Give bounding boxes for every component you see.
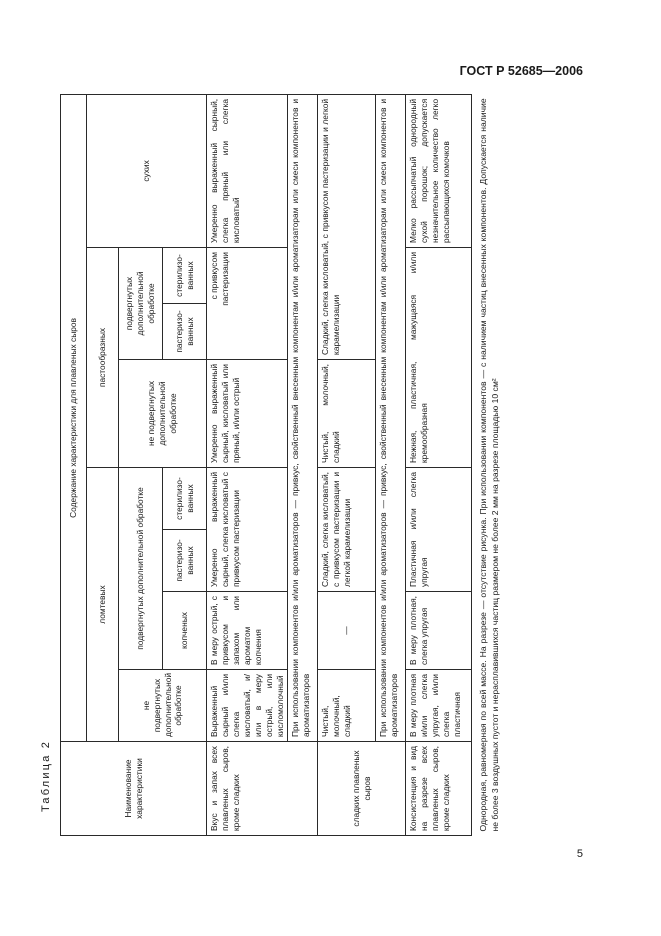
header-lomtevye: ломтевых (87, 468, 119, 742)
taste-c4: Умеренно выраженный сырный, кисловатый или пряный, и/или острый (207, 360, 288, 468)
sweet-span: При использовании компонентов и/или ароматизаторов — привкус, свойственный внесенным компонентам и/или ароматизаторам или смеси компонентов и ароматизаторов (376, 94, 406, 741)
row-sweet (318, 94, 376, 835)
row-note (472, 94, 502, 835)
row-taste (207, 94, 288, 835)
header-sterilized: стерилизо-ванных (163, 468, 207, 530)
sweet-name: сладких плавленых сыров (318, 742, 406, 836)
header-row-2 (87, 94, 119, 835)
texture-c4: Нежная, пластичная, мажущаяся и/или кремообразная (406, 248, 472, 468)
header-content: Содержание характеристики для плавленых сыров (61, 94, 87, 741)
taste-name: Вкус и запах всех плавленых сыров, кроме сладких (207, 742, 318, 836)
header-processed-2: подвергнутых дополнительной обработке (119, 248, 163, 360)
texture-c2: В меру плотная, слегка упругая (406, 592, 472, 670)
header-sterilized-2: стерилизо-ванных (163, 248, 207, 304)
header-pasteurized-2: пастеризо-ванных (163, 304, 207, 360)
texture-note: Однородная, равномерная по всей массе. На разрезе — отсутствие рисунка. При использовании компонентов — с наличием частиц внесенных компонентов. Допускается наличие не более 3 воздушных пустот и нерасплавившихся частиц размером не более 2 мм на разрезе площадью 10 см² (478, 98, 501, 832)
texture-c6: Мелко рассыпчатый однородный сухой порошок; допускается незначительное количество легко рассыпающихся комочков (406, 94, 472, 247)
sweet-c4: Чистый, молочный, сладкий (318, 360, 376, 468)
document-code: ГОСТ Р 52685—2006 (459, 64, 583, 78)
page-number: 5 (576, 848, 583, 860)
taste-c6: Умеренно выраженный сырный, слегка пряный или слегка кисловатый (207, 94, 288, 247)
texture-c1: В меру плотная и/или слегка упругая, и/или слегка пластичная (406, 670, 472, 742)
header-row-1 (61, 94, 87, 835)
taste-c5: с привкусом пастеризации (207, 248, 288, 360)
header-smoked: копченых (163, 592, 207, 670)
header-name: Наименование характеристики (61, 742, 207, 836)
rotated-table-area (60, 95, 661, 832)
rotated-table-frame (60, 95, 581, 836)
row-taste-span (288, 94, 318, 835)
header-not-processed: не подвергнутых дополнительной обработке (119, 670, 207, 742)
sweet-c1: Чистый, молочный, сладкий (318, 670, 376, 742)
header-pasteurized: пастеризо-ванных (163, 530, 207, 592)
taste-c2: В меру острый, с привкусом и запахом или ароматом копчения (207, 592, 288, 670)
sweet-c2: — (318, 592, 376, 670)
row-texture (406, 94, 472, 835)
header-sukhie: сухих (87, 94, 207, 247)
taste-span: При использовании компонентов и/или ароматизаторов — привкус, свойственный внесенным компонентам и/или ароматизаторам или смеси компонентов и ароматизаторов (288, 94, 318, 741)
taste-c3: Умеренно выраженный сырный, слегка кисловатый с привкусом пастеризации (207, 468, 288, 592)
taste-c1: Выраженный сырный и/или слегка кисловатый, и/или в меру острый, или кисломолочный (207, 670, 288, 742)
header-processed: подвергнутых дополнительной обработке (119, 468, 163, 670)
header-pastoobraznye: пастообразных (87, 248, 119, 468)
sweet-c3: Сладкий, слегка кисловатый, с привкусом пастеризации и легкой карамелизации (318, 468, 376, 592)
texture-c3: Пластичная и/или слегка упругая (406, 468, 472, 592)
sweet-c56: Сладкий, слегка кисловатый, с привкусом пастеризации и легкой карамелизации (318, 94, 376, 359)
texture-name: Консистенция и вид на разрезе всех плавленых сыров, кроме сладких (406, 742, 472, 836)
table-label: Таблица 2 (40, 739, 52, 812)
header-not-processed-2: не подвергнутых дополнительной обработке (119, 360, 207, 468)
row-sweet-span (376, 94, 406, 835)
characteristics-table (60, 94, 502, 836)
